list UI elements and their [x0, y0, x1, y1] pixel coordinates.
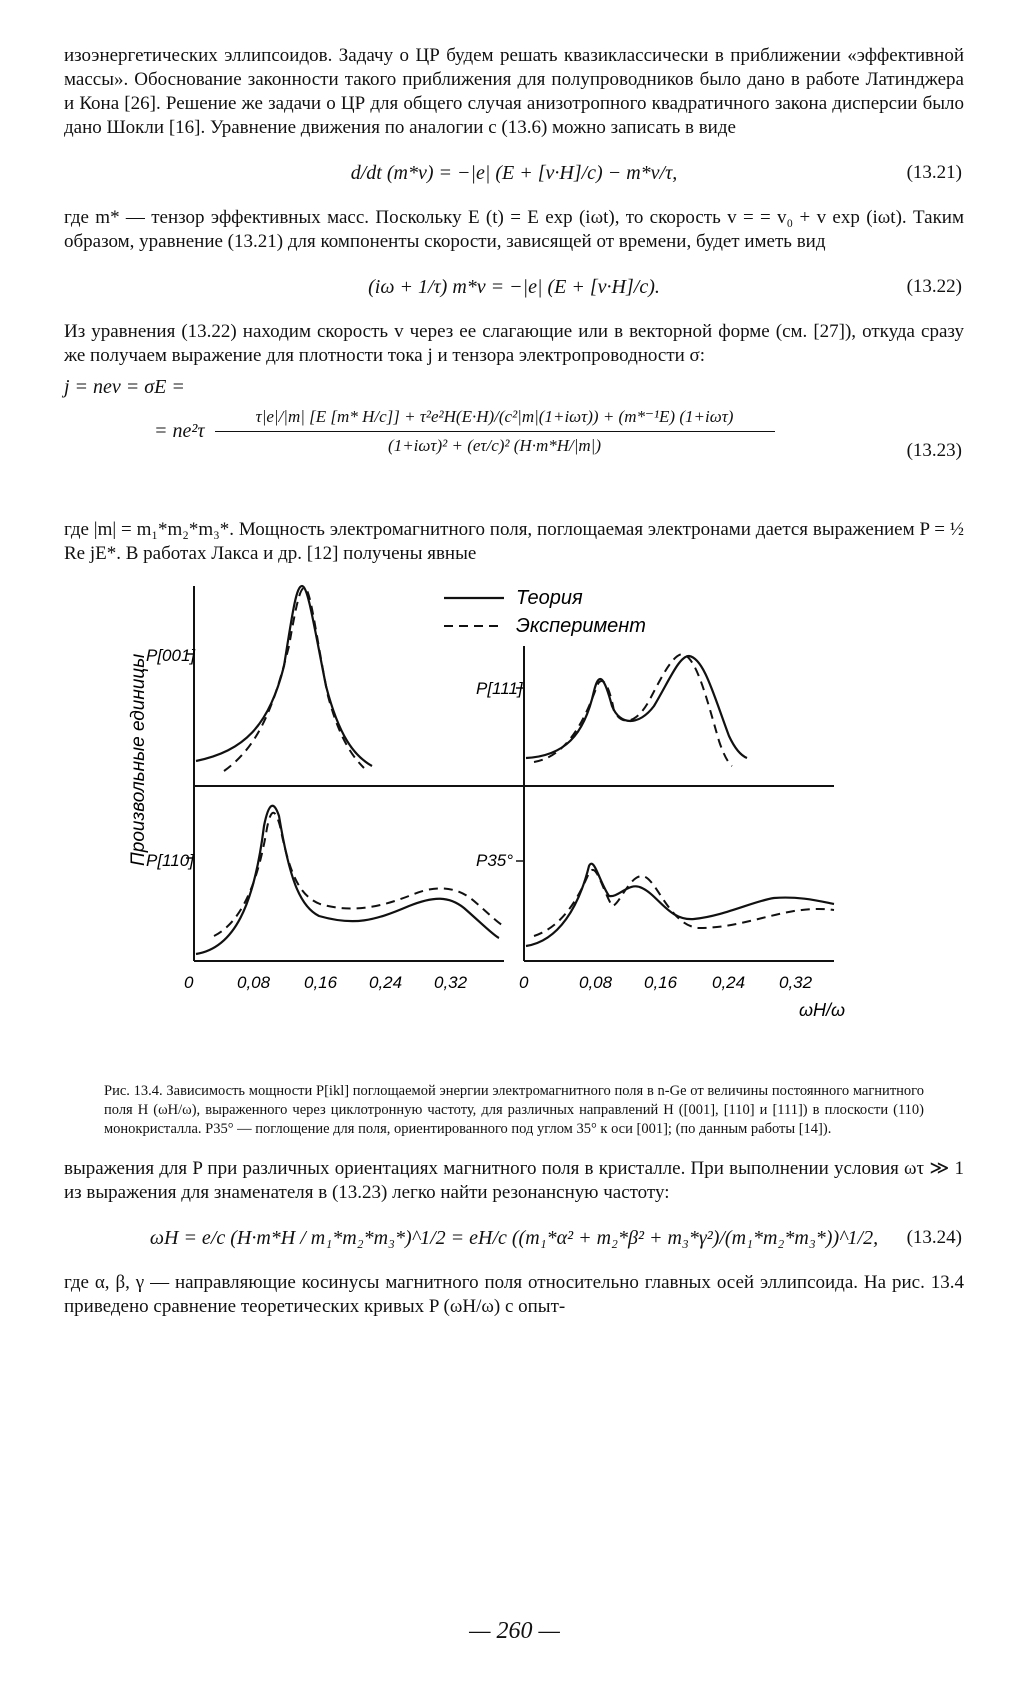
paragraph-6: где α, β, γ — направляющие косинусы магнитного поля относительно главных осей эллипсоида. На рис. 13.4 приведено сравнение теоретических кривых P (ωH/ω) с опыт- — [64, 1272, 964, 1317]
figure-plot — [64, 576, 964, 1076]
equation-13-23-prefix: = ne²τ — [154, 420, 205, 442]
svg-text:0,32: 0,32 — [434, 973, 468, 992]
equation-13-21-number: (13.21) — [906, 162, 962, 183]
x-ticks-right — [519, 973, 813, 992]
x-ticks-left — [184, 973, 468, 992]
panel-label-110: P[110] — [146, 851, 194, 870]
paragraph-3: Из уравнения (13.22) находим скорость v через ее слагающие или в векторной форме (см. [27]), откуда сразу же получаем выражение для плотности тока j и тензора электропроводности σ: — [64, 321, 964, 366]
svg-text:0,32: 0,32 — [779, 973, 813, 992]
svg-text:0,08: 0,08 — [237, 973, 271, 992]
y-axis-label: Произвольные единицы — [128, 653, 149, 866]
panel-label-001: P[001] — [146, 646, 196, 665]
figure-13-4 — [64, 576, 964, 1076]
legend-theory: Теория — [516, 587, 583, 609]
equation-13-21 — [64, 140, 964, 206]
fraction-bar — [215, 431, 775, 432]
equation-13-22 — [64, 254, 964, 320]
equation-13-24-body: ωH = e/c (H·m*H / m₁*m₂*m₃*)^1/2 = eH/c ((m₁*α² + m₂*β² + m₃*γ²)/(m₁*m₂*m₃*))^1/2, — [149, 1226, 879, 1249]
page — [64, 44, 964, 1319]
svg-text:0,08: 0,08 — [579, 973, 613, 992]
equation-13-21-body: d/dt (m*v) = −|e| (E + [v·H]/c) − m*v/τ, — [350, 161, 678, 184]
figure-caption: Рис. 13.4. Зависимость мощности P[ikl] поглощаемой энергии электромагнитного поля в n-Ge от величины постоянного магнитного поля H (ωH/ω), выраженного через циклотронную частоту, для различных направлений H ([001], [110] и [111]) в плоскости (110) монокристалла. P35° — поглощение для поля, ориентированного под углом 35° к оси [001]; (по данным работы [14]). — [104, 1083, 925, 1137]
legend-experiment: Эксперимент — [516, 615, 646, 637]
legend — [444, 587, 646, 637]
svg-text:0,24: 0,24 — [712, 973, 746, 992]
paragraph-4: где |m| = m₁*m₂*m₃*. Мощность электромагнитного поля, поглощаемая электронами дается выражением P = ½ Re jE*. В работах Лакса и др. [12] получены явные — [64, 519, 964, 564]
equation-13-24-number: (13.24) — [906, 1227, 962, 1248]
svg-text:0: 0 — [184, 973, 194, 992]
equation-13-23-numerator: τ|e|/|m| [E [m* H/c]] + τ²e²H(E·H)/(c²|m|(1+iωτ)) + (m*⁻¹E) (1+iωτ) — [255, 407, 734, 426]
page-number: — 260 — — [469, 1618, 560, 1644]
svg-text:0,16: 0,16 — [644, 973, 678, 992]
svg-text:0: 0 — [519, 973, 529, 992]
equation-13-23-line1: j = nev = σE = — [64, 376, 185, 398]
panel-label-35: P35° — [476, 851, 514, 870]
equation-13-23 — [64, 368, 964, 518]
equation-13-22-number: (13.22) — [906, 276, 962, 297]
paragraph-5: выражения для P при различных ориентациях магнитного поля в кристалле. При выполнении условия ωτ ≫ 1 из выражения для знаменателя в (13.23) легко найти резонансную частоту: — [64, 1158, 964, 1203]
paragraph-2: где m* — тензор эффективных масс. Поскольку E (t) = E exp (iωt), то скорость v = = v₀ + v exp (iωt). Таким образом, уравнение (13.21) для компоненты скорости, зависящей от времени, будет иметь вид — [64, 207, 964, 252]
paragraph-1: изоэнергетических эллипсоидов. Задачу о ЦР будем решать квазиклассически в приближении «эффективной массы». Обоснование законности такого приближения для полупроводников было дано в работе Латинджера и Кона [26]. Решение же задачи о ЦР для общего случая анизотропного квадратичного закона дисперсии было дано Шокли [16]. Уравнение движения по аналогии с (13.6) можно записать в виде — [64, 45, 964, 138]
equation-13-22-body: (iω + 1/τ) m*v = −|e| (E + [v·H]/c). — [368, 275, 660, 298]
svg-text:0,24: 0,24 — [369, 973, 403, 992]
svg-text:0,16: 0,16 — [304, 973, 338, 992]
equation-13-23-number: (13.23) — [906, 440, 962, 461]
x-axis-label: ωH/ω — [799, 1000, 846, 1020]
panel-label-111: P[111] — [476, 679, 523, 698]
equation-13-24 — [64, 1205, 964, 1271]
equation-13-23-denominator: (1+iωτ)² + (eτ/c)² (H·m*H/|m|) — [388, 436, 602, 455]
